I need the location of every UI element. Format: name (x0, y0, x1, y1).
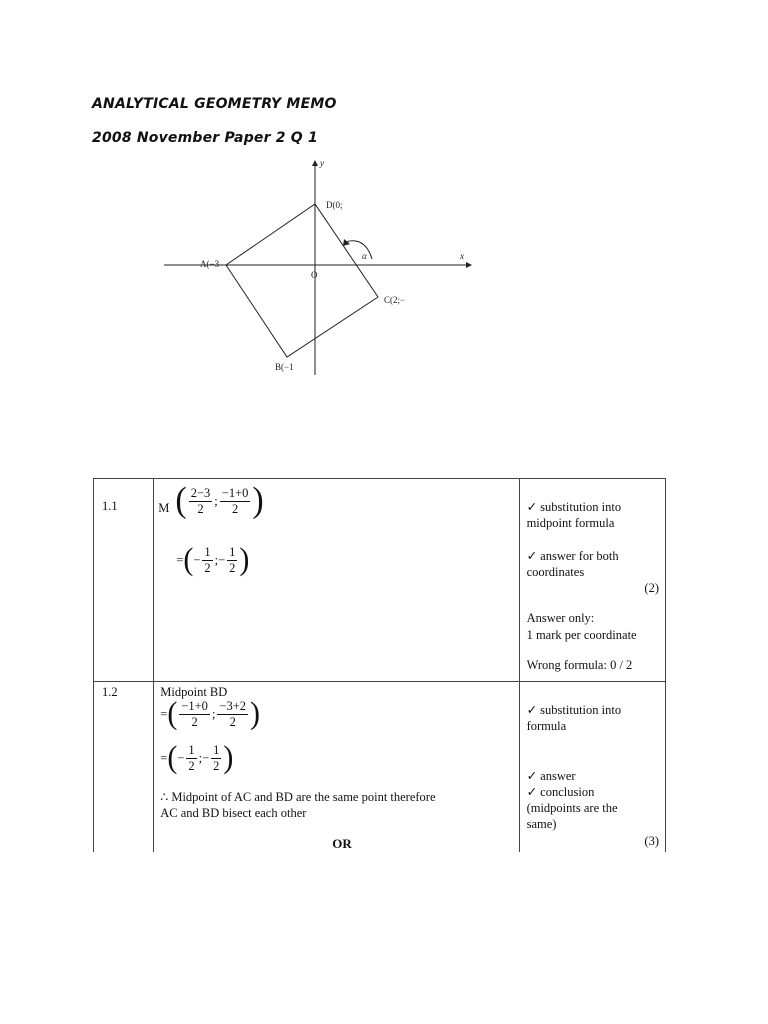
open-paren: ( (183, 542, 194, 577)
open-paren: ( (167, 740, 178, 775)
fraction (202, 545, 212, 575)
vertex-c-label: C(2;− (384, 295, 406, 305)
mark-line: ✓ substitution into (526, 703, 622, 717)
question-number: 1.2 (94, 682, 154, 852)
conclusion-line: ∴ Midpoint of AC and BD are the same point therefore (160, 790, 436, 804)
separator: ; (211, 706, 216, 721)
equals-sign: = (160, 706, 168, 721)
quadrilateral-abcd (226, 204, 378, 357)
memo-table (93, 478, 666, 852)
fraction (211, 743, 221, 773)
fraction (179, 699, 210, 729)
marks-cell (519, 479, 665, 682)
fraction (186, 743, 196, 773)
mark-line: formula (526, 719, 567, 734)
mark-line: Answer only: (526, 611, 595, 626)
numerator: 1 (213, 743, 220, 758)
mark-line: ✓ conclusion (526, 784, 595, 799)
angle-label: α (362, 251, 367, 261)
numerator: −3+2 (219, 699, 247, 714)
midpoint-formula (158, 481, 264, 520)
table-row (94, 682, 666, 852)
marks-cell (519, 682, 665, 852)
working-cell (154, 682, 519, 852)
minus-sign: − (193, 552, 201, 567)
separator: ; (214, 493, 218, 508)
x-axis-arrow (466, 262, 472, 268)
denominator: 2 (229, 714, 236, 729)
mark-line: (midpoints are the (526, 801, 618, 815)
separator: ;− (214, 552, 226, 567)
mark-line: midpoint formula (526, 516, 615, 531)
fraction (227, 545, 237, 575)
numerator: 1 (188, 743, 195, 758)
page-title: ANALYTICAL GEOMETRY MEMO (92, 96, 337, 112)
vertex-d-label: D(0; (326, 200, 343, 210)
close-paren: ) (252, 481, 264, 520)
mark-line: Wrong formula: 0 / 2 (526, 657, 633, 672)
close-paren: ) (223, 740, 234, 775)
mark-line: 1 mark per coordinate (526, 627, 637, 642)
denominator: 2 (191, 714, 198, 729)
mark-line: ✓ answer (526, 768, 576, 783)
x-axis-label: x (460, 251, 464, 261)
numerator: 1 (229, 545, 236, 560)
equals-sign: = (176, 552, 184, 567)
numerator: −1+0 (181, 699, 208, 714)
vertex-a-label: A(−3 (200, 259, 220, 269)
table-row (94, 479, 666, 682)
vertex-b-label: B(−1 (275, 362, 294, 372)
midpoint-bd-result (160, 740, 234, 775)
denominator: 2 (204, 560, 211, 575)
numerator: −1+0 (221, 486, 249, 501)
origin-label: O (311, 270, 318, 280)
denominator: 2 (197, 501, 204, 516)
midpoint-bd-formula (160, 696, 261, 731)
question-heading: 2008 November Paper 2 Q 1 (92, 130, 318, 146)
mark-total: (3) (644, 833, 659, 848)
close-paren: ) (239, 542, 250, 577)
fraction (189, 486, 213, 516)
midpoint-label: M (158, 500, 170, 515)
mark-line: ✓ substitution into (526, 500, 622, 514)
y-axis-label: y (320, 158, 324, 168)
question-number: 1.1 (94, 479, 154, 682)
mark-total: (2) (644, 581, 659, 595)
denominator: 2 (229, 560, 236, 575)
angle-arrow (343, 239, 350, 246)
mark-line: ✓ answer for both (526, 548, 619, 563)
midpoint-result (176, 542, 250, 577)
mark-line: same) (526, 817, 557, 832)
open-paren: ( (175, 481, 187, 520)
conclusion-line: AC and BD bisect each other (160, 806, 307, 820)
denominator: 2 (213, 758, 220, 773)
open-paren: ( (167, 696, 178, 731)
fraction (217, 699, 248, 729)
equals-sign: = (160, 750, 168, 765)
separator: ;− (198, 750, 210, 765)
numerator: 1 (204, 545, 211, 560)
fraction (220, 486, 251, 516)
close-paren: ) (250, 696, 261, 731)
denominator: 2 (188, 758, 195, 773)
numerator: 2−3 (190, 486, 211, 501)
denominator: 2 (231, 501, 239, 516)
working-cell (154, 479, 519, 682)
or-divider: OR (332, 836, 352, 851)
y-axis-arrow (312, 160, 318, 166)
mark-line: coordinates (526, 564, 585, 579)
midpoint-bd-label: Midpoint BD (160, 685, 228, 699)
quadrilateral-diagram (160, 158, 475, 380)
minus-sign: − (177, 750, 185, 765)
